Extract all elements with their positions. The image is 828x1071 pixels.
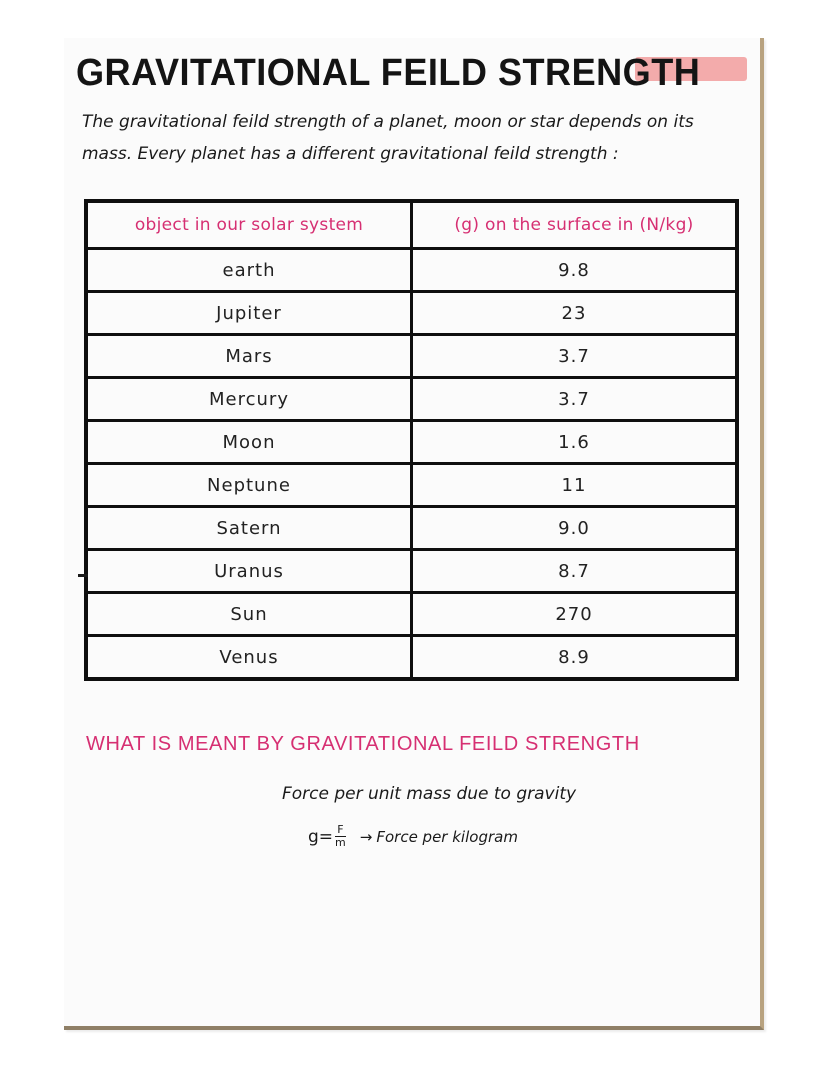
formula-lhs: g= <box>308 826 334 847</box>
object-cell: Mars <box>86 335 412 378</box>
formula <box>308 824 518 849</box>
g-value-cell: 9.0 <box>412 507 738 550</box>
g-value-cell: 1.6 <box>412 421 738 464</box>
table-row <box>86 593 737 636</box>
object-cell: Satern <box>86 507 412 550</box>
fraction-denominator: m <box>335 836 346 849</box>
object-cell: Jupiter <box>86 292 412 335</box>
g-value-cell: 11 <box>412 464 738 507</box>
table-row <box>86 249 737 292</box>
table-row <box>86 464 737 507</box>
table-row <box>86 378 737 421</box>
object-cell: Sun <box>86 593 412 636</box>
table-row <box>86 421 737 464</box>
table-row <box>86 550 737 593</box>
fraction-numerator: F <box>337 823 344 836</box>
formula-description: Force per kilogram <box>376 827 518 846</box>
g-value-cell: 23 <box>412 292 738 335</box>
fraction <box>335 824 346 849</box>
definition-text: Force per unit mass due to gravity <box>282 784 577 804</box>
object-cell: Uranus <box>86 550 412 593</box>
column-header-object: object in our solar system <box>86 201 412 249</box>
object-cell: Neptune <box>86 464 412 507</box>
g-value-cell: 9.8 <box>412 249 738 292</box>
table-row <box>86 636 737 680</box>
table-row <box>86 335 737 378</box>
object-cell: Venus <box>86 636 412 680</box>
column-header-g: (g) on the surface in (N/kg) <box>412 201 738 249</box>
object-cell: earth <box>86 249 412 292</box>
intro-paragraph: The gravitational feild strength of a planet, moon or star depends on its mass. Every planet has a different gravitational feild strength : <box>82 112 694 164</box>
g-value-cell: 8.9 <box>412 636 738 680</box>
table-header-row <box>86 201 737 249</box>
g-value-cell: 3.7 <box>412 335 738 378</box>
object-cell: Moon <box>86 421 412 464</box>
gravity-table <box>84 199 739 681</box>
page-title: GRAVITATIONAL FEILD STRENGTH <box>76 52 701 94</box>
section-heading: WHAT IS MEANT BY GRAVITATIONAL FEILD STRENGTH <box>86 733 640 755</box>
g-value-cell: 8.7 <box>412 550 738 593</box>
g-value-cell: 3.7 <box>412 378 738 421</box>
table-row <box>86 507 737 550</box>
g-value-cell: 270 <box>412 593 738 636</box>
arrow-icon: → <box>359 827 373 846</box>
ink-stroke <box>78 574 88 577</box>
object-cell: Mercury <box>86 378 412 421</box>
table-row <box>86 292 737 335</box>
